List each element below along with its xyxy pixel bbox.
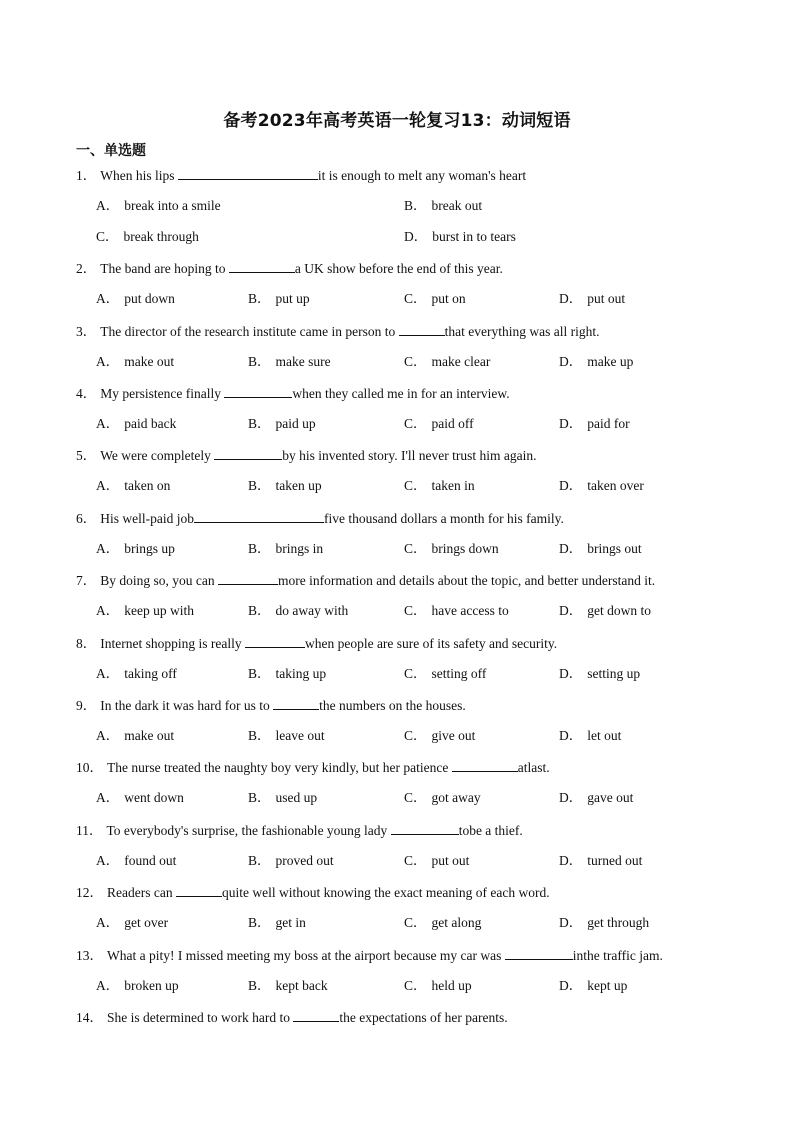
option-letter: C． (404, 541, 427, 556)
option-letter: C． (404, 603, 427, 618)
option-letter: B． (248, 416, 271, 431)
question-number: 2． (76, 261, 97, 276)
option-text: kept up (587, 978, 628, 993)
question-14 (76, 1007, 508, 1027)
option-text: break into a smile (124, 198, 221, 213)
option-letter: D． (404, 229, 428, 244)
question-text-before: The nurse treated the naughty boy very kindly, but her patience (107, 760, 452, 775)
option-text: make clear (431, 354, 491, 369)
option-text: setting up (587, 666, 641, 681)
option-text: get down to (587, 603, 651, 618)
option-letter: B． (248, 728, 271, 743)
option-text: put out (431, 853, 470, 868)
option-b[interactable] (248, 788, 317, 808)
option-d[interactable] (559, 976, 627, 996)
option-letter: B． (248, 478, 271, 493)
answer-blank (245, 633, 305, 648)
question-text-before: The band are hoping to (100, 261, 229, 276)
question-number: 14． (76, 1010, 103, 1025)
question-10 (76, 757, 550, 777)
option-text: give out (431, 728, 476, 743)
option-letter: A． (96, 790, 120, 805)
option-c[interactable] (404, 913, 481, 933)
question-text-after: when people are sure of its safety and security. (304, 636, 558, 651)
answer-blank (391, 820, 459, 835)
option-a[interactable] (96, 601, 194, 621)
question-number: 1． (76, 168, 97, 183)
question-text-before: By doing so, you can (100, 573, 218, 588)
option-letter: D． (559, 416, 583, 431)
question-text-after: the expectations of her parents. (339, 1010, 508, 1025)
option-b[interactable] (404, 196, 482, 216)
option-text: have access to (431, 603, 509, 618)
option-a[interactable] (96, 352, 174, 372)
answer-blank (194, 508, 324, 523)
option-text: make sure (275, 354, 331, 369)
option-letter: D． (559, 853, 583, 868)
question-7 (76, 570, 655, 590)
option-text: break out (431, 198, 483, 213)
option-letter: B． (248, 978, 271, 993)
option-a[interactable] (96, 414, 176, 434)
answer-blank (399, 321, 445, 336)
question-number: 10． (76, 760, 103, 775)
option-text: taken in (431, 478, 475, 493)
option-letter: C． (404, 853, 427, 868)
option-a[interactable] (96, 289, 175, 309)
option-letter: B． (248, 790, 271, 805)
question-text-before: In the dark it was hard for us to (100, 698, 274, 713)
option-text: brings up (124, 541, 175, 556)
question-text-after: it is enough to melt any woman's heart (317, 168, 527, 183)
option-text: taken up (275, 478, 322, 493)
answer-blank (452, 757, 518, 772)
option-text: found out (124, 853, 177, 868)
section-heading: 一、单选题 (76, 143, 146, 159)
question-5 (76, 445, 537, 465)
answer-blank (224, 383, 292, 398)
option-text: gave out (587, 790, 634, 805)
option-b[interactable] (248, 601, 348, 621)
question-number: 4． (76, 386, 97, 401)
option-text: burst in to tears (432, 229, 516, 244)
question-text-before: His well-paid job (100, 511, 194, 526)
option-letter: A． (96, 416, 120, 431)
option-letter: A． (96, 728, 120, 743)
option-text: went down (124, 790, 184, 805)
option-letter: B． (248, 354, 271, 369)
option-text: get over (124, 915, 169, 930)
question-text-after: quite well without knowing the exact meaning of each word. (221, 885, 550, 900)
option-text: put up (275, 291, 310, 306)
question-number: 12． (76, 885, 103, 900)
option-text: leave out (275, 728, 325, 743)
question-13 (76, 945, 663, 965)
option-b[interactable] (248, 352, 331, 372)
option-letter: C． (404, 978, 427, 993)
option-a[interactable] (96, 726, 174, 746)
question-text-before: Readers can (107, 885, 176, 900)
option-letter: A． (96, 978, 120, 993)
option-text: paid up (275, 416, 316, 431)
question-number: 9． (76, 698, 97, 713)
question-text-before: Internet shopping is really (100, 636, 245, 651)
option-text: kept back (275, 978, 328, 993)
option-b[interactable] (248, 476, 322, 496)
question-1 (76, 165, 526, 185)
answer-blank (178, 165, 318, 180)
option-b[interactable] (248, 664, 326, 684)
option-text: turned out (587, 853, 643, 868)
option-c[interactable] (404, 664, 486, 684)
option-d[interactable] (559, 664, 640, 684)
option-letter: B． (248, 853, 271, 868)
question-text-after: more information and details about the topic, and better understand it. (278, 573, 656, 588)
option-a[interactable] (96, 196, 221, 216)
option-letter: B． (248, 291, 271, 306)
option-letter: D． (559, 478, 583, 493)
option-c[interactable] (404, 352, 490, 372)
question-text-after: by his invented story. I'll never trust him again. (282, 448, 537, 463)
question-text-after: that everything was all right. (444, 324, 600, 339)
option-letter: C． (404, 666, 427, 681)
option-text: proved out (275, 853, 334, 868)
question-number: 13． (76, 948, 103, 963)
option-text: broken up (124, 978, 179, 993)
option-a[interactable] (96, 539, 175, 559)
question-2 (76, 258, 503, 278)
option-c[interactable] (96, 227, 199, 247)
option-letter: C． (96, 229, 119, 244)
question-text-before: To everybody's surprise, the fashionable young lady (106, 823, 391, 838)
option-c[interactable] (404, 289, 466, 309)
option-text: used up (275, 790, 318, 805)
option-text: do away with (275, 603, 349, 618)
question-9 (76, 695, 466, 715)
option-c[interactable] (404, 414, 474, 434)
option-letter: A． (96, 354, 120, 369)
option-d[interactable] (559, 788, 633, 808)
option-text: put down (124, 291, 175, 306)
option-text: paid for (587, 416, 630, 431)
option-letter: A． (96, 915, 120, 930)
option-a[interactable] (96, 976, 179, 996)
option-letter: C． (404, 915, 427, 930)
option-c[interactable] (404, 726, 475, 746)
option-letter: D． (559, 666, 583, 681)
option-text: put out (587, 291, 626, 306)
question-3 (76, 321, 599, 341)
option-letter: A． (96, 666, 120, 681)
option-b[interactable] (248, 913, 306, 933)
option-b[interactable] (248, 726, 325, 746)
answer-blank (505, 945, 573, 960)
question-text-after: tobe a thief. (458, 823, 523, 838)
option-d[interactable] (559, 352, 633, 372)
option-text: get in (275, 915, 306, 930)
option-letter: B． (404, 198, 427, 213)
option-letter: C． (404, 354, 427, 369)
option-text: setting off (431, 666, 487, 681)
option-text: taken over (587, 478, 644, 493)
option-letter: D． (559, 291, 583, 306)
option-text: got away (431, 790, 481, 805)
answer-blank (218, 570, 278, 585)
question-11 (76, 820, 523, 840)
option-letter: D． (559, 541, 583, 556)
option-letter: A． (96, 198, 120, 213)
question-number: 11． (76, 823, 103, 838)
option-text: let out (587, 728, 622, 743)
question-text-after: when they called me in for an interview. (292, 386, 510, 401)
option-letter: D． (559, 915, 583, 930)
option-text: taking up (275, 666, 327, 681)
question-text-after: atlast. (517, 760, 550, 775)
question-text-after: the numbers on the houses. (319, 698, 466, 713)
option-b[interactable] (248, 539, 323, 559)
option-b[interactable] (248, 414, 316, 434)
question-number: 3． (76, 324, 97, 339)
page-title: 备考2023年高考英语一轮复习13：动词短语 (223, 111, 571, 131)
answer-blank (273, 695, 319, 710)
option-text: get along (431, 915, 482, 930)
option-d[interactable] (559, 539, 642, 559)
question-4 (76, 383, 510, 403)
option-c[interactable] (404, 851, 469, 871)
option-d[interactable] (559, 726, 621, 746)
question-text-after: five thousand dollars a month for his family. (324, 511, 564, 526)
option-letter: D． (559, 354, 583, 369)
question-number: 7． (76, 573, 97, 588)
option-letter: C． (404, 416, 427, 431)
option-text: get through (587, 915, 650, 930)
answer-blank (229, 258, 295, 273)
option-letter: C． (404, 291, 427, 306)
option-letter: B． (248, 666, 271, 681)
option-a[interactable] (96, 913, 168, 933)
question-8 (76, 633, 557, 653)
option-a[interactable] (96, 476, 170, 496)
option-c[interactable] (404, 476, 475, 496)
option-letter: C． (404, 790, 427, 805)
option-letter: A． (96, 291, 120, 306)
option-d[interactable] (559, 414, 630, 434)
question-text-after: a UK show before the end of this year. (294, 261, 503, 276)
question-number: 5． (76, 448, 97, 463)
answer-blank (293, 1007, 339, 1022)
option-d[interactable] (404, 227, 516, 247)
option-b[interactable] (248, 851, 334, 871)
option-letter: A． (96, 603, 120, 618)
option-text: brings out (587, 541, 642, 556)
option-text: make out (124, 728, 175, 743)
option-text: brings down (431, 541, 499, 556)
option-letter: C． (404, 728, 427, 743)
option-text: taking off (124, 666, 177, 681)
option-letter: C． (404, 478, 427, 493)
question-number: 8． (76, 636, 97, 651)
option-text: brings in (275, 541, 324, 556)
option-letter: B． (248, 915, 271, 930)
option-letter: D． (559, 603, 583, 618)
question-number: 6． (76, 511, 97, 526)
option-letter: D． (559, 790, 583, 805)
option-text: taken on (124, 478, 171, 493)
option-a[interactable] (96, 788, 184, 808)
option-letter: A． (96, 541, 120, 556)
question-text-before: We were completely (100, 448, 215, 463)
option-letter: B． (248, 603, 271, 618)
option-letter: B． (248, 541, 271, 556)
answer-blank (176, 882, 222, 897)
option-c[interactable] (404, 976, 472, 996)
option-letter: A． (96, 478, 120, 493)
option-text: break through (123, 229, 199, 244)
question-12 (76, 882, 550, 902)
option-d[interactable] (559, 913, 649, 933)
option-b[interactable] (248, 976, 328, 996)
option-letter: D． (559, 728, 583, 743)
question-text-after: inthe traffic jam. (572, 948, 663, 963)
question-text-before: She is determined to work hard to (107, 1010, 294, 1025)
option-d[interactable] (559, 851, 642, 871)
option-text: make out (124, 354, 175, 369)
option-a[interactable] (96, 851, 176, 871)
option-text: keep up with (124, 603, 194, 618)
option-a[interactable] (96, 664, 177, 684)
option-text: paid off (431, 416, 474, 431)
option-text: held up (431, 978, 472, 993)
option-d[interactable] (559, 601, 651, 621)
option-d[interactable] (559, 476, 644, 496)
option-c[interactable] (404, 788, 481, 808)
option-d[interactable] (559, 289, 625, 309)
option-c[interactable] (404, 539, 499, 559)
option-text: put on (431, 291, 466, 306)
question-text-before: The director of the research institute came in person to (100, 324, 399, 339)
option-b[interactable] (248, 289, 310, 309)
option-text: make up (587, 354, 634, 369)
question-6 (76, 508, 564, 528)
option-letter: A． (96, 853, 120, 868)
option-c[interactable] (404, 601, 509, 621)
answer-blank (214, 445, 282, 460)
option-letter: D． (559, 978, 583, 993)
option-text: paid back (124, 416, 177, 431)
question-text-before: When his lips (100, 168, 178, 183)
question-text-before: What a pity! I missed meeting my boss at the airport because my car was (107, 948, 505, 963)
question-text-before: My persistence finally (100, 386, 225, 401)
